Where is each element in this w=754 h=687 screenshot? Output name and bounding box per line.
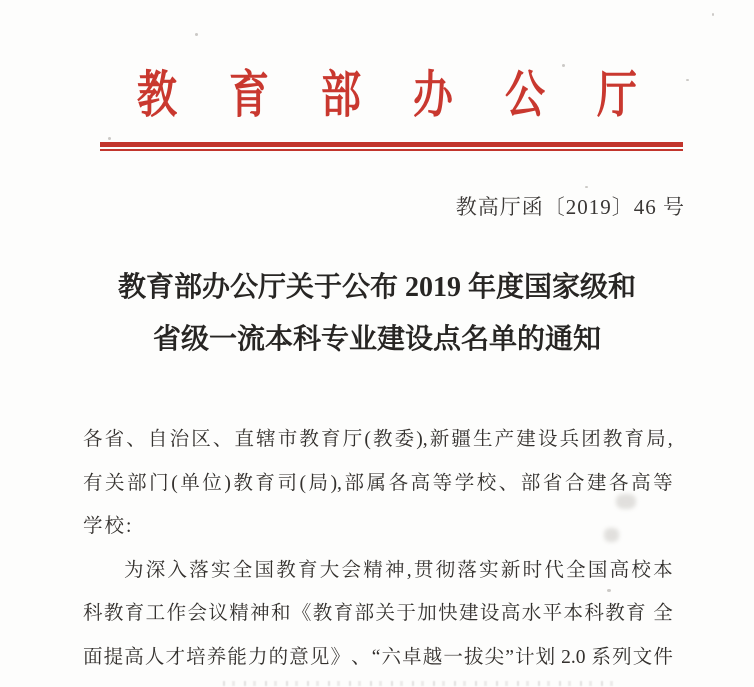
document-title [0, 262, 754, 366]
scan-speck [562, 64, 565, 67]
document-number: 教高厅函〔2019〕46 号 [455, 195, 685, 219]
title-line-2: 省级一流本科专业建设点名单的通知 [152, 324, 601, 355]
title-line-1: 教育部办公厅关于公布 2019 年度国家级和 [117, 272, 636, 303]
paragraph-line-2: 科 教 育 工 作 会 议 精 神 和 《 教 育 部 关 于 加 快 建 设 高 水 平 本 科 教 育 全 [83, 603, 673, 624]
scan-speck [585, 186, 588, 188]
scan-smudge [616, 494, 636, 509]
paragraph-line-1: 为 深 入 落 实 全 国 教 育 大 会 精 神 , 贯 彻 落 实 新 时 代 全 国 高 校 本 [124, 559, 673, 581]
scan-speck [607, 589, 611, 592]
scan-speck [712, 13, 714, 16]
scan-speck [686, 79, 689, 81]
red-divider-rule [100, 142, 683, 151]
scan-speck [195, 33, 198, 36]
salutation-line-2: 有 关 部 门 ( 单 位 ) 教 育 司 ( 局 ), 部 属 各 高 等 学 校 、 部 省 合 建 各 高 等 [83, 472, 673, 494]
salutation-line-1: 各 省 、 自 治 区 、 直 辖 市 教 育 厅 ( 教 委 ), 新 疆 生 产 建 设 兵 团 教 育 局 , [83, 429, 673, 450]
agency-masthead: 教 育 部 办 公 厅 [137, 66, 637, 124]
scan-smudge [604, 528, 619, 542]
paragraph-line-3: 面 提 高 人 才 培 养 能 力 的 意 见 》 、 “ 六 卓 越 一 拔 尖 ” 计 划 2.0 系 列 文 件 [83, 646, 673, 668]
scan-speck [108, 137, 111, 140]
document-body [83, 418, 673, 679]
salutation-line-3: 学校: [83, 516, 134, 537]
cut-off-next-line-ghost [223, 681, 613, 686]
